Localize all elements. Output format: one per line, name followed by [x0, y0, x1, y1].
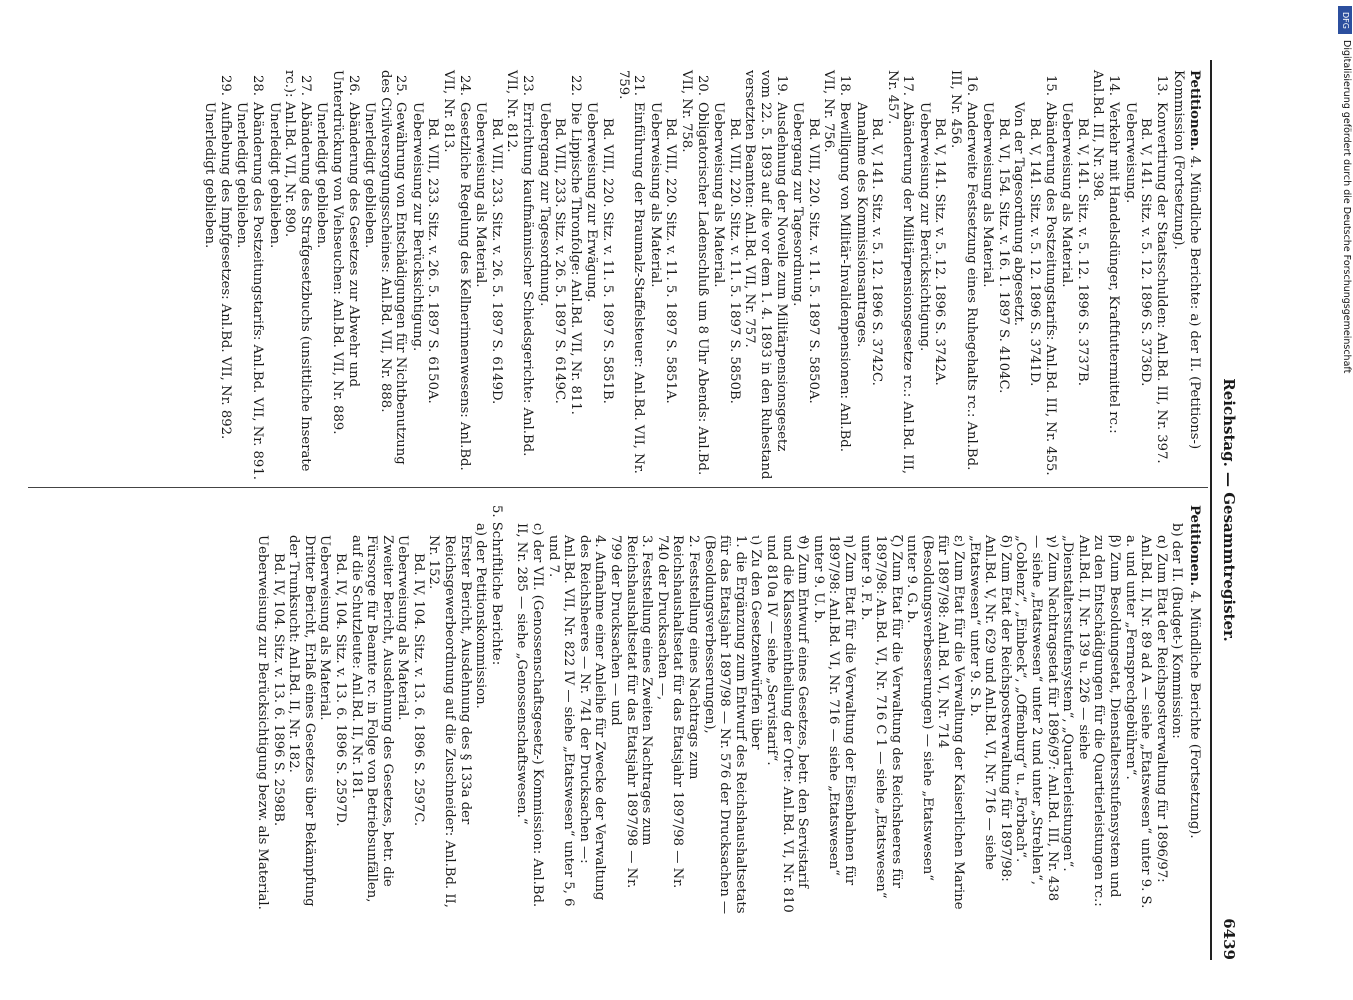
- index-line: 5. Schriftliche Berichte:: [488, 505, 504, 666]
- digitization-note: Digitalisierung gefördert durch die Deutsche Forschungsgemeinschaft: [1341, 40, 1352, 374]
- entry-title: Verkehr mit Handelsdünger, Kraftfuttermittel rc.: Anl.Bd. III, Nr. 398.: [1090, 70, 1122, 434]
- index-entry: [473, 70, 535, 480]
- index-line: γ) Zum Nachtragsetat für 1896/97: Anl.Bd. III, Nr. 438 — siehe „Etatswesen“ unter 2 und unter „Strehlen“, „Coblenz“, „Einbeck“, „Offenburg“ u. „Forbach“.: [1013, 535, 1060, 902]
- index-entry: [980, 70, 1058, 480]
- index-line: α) Zum Etat der Reichspostverwaltung für 1896/97: Anl.Bd. II, Nr. 89 ad A — siehe „Etatswesen“ unter 9. S. a. und unter „Fernsprechgebühren“.: [1122, 535, 1169, 909]
- index-line: 2. Feststellung eines Nachtrags zum Reichshaushaltsetat für das Etatsjahr 1897/98 — Nr. 740 der Drucksachen —,: [654, 535, 701, 889]
- index-entry: [1059, 70, 1121, 480]
- index-entry: [647, 70, 709, 480]
- entry-reference: Bd. VI, 154. Sitz. v. 16. 1. 1897 S. 4104C.: [995, 118, 1011, 394]
- right-column-heading: [1186, 505, 1202, 915]
- entry-note: Unerledigt geblieben.: [314, 102, 330, 249]
- index-line: β) Zum Besoldungsetat, Dienstaltersstufensystem und zu den Entschädigungen für die Quartierleistungen rc.: Anl.Bd. II, Nr. 139 u. 226 — siehe „Dienstaltersstufensystem“, „Quartierleistungen“.: [1060, 535, 1123, 907]
- index-entry: [1122, 70, 1169, 480]
- entry-head: [504, 70, 535, 480]
- entry-number: 26.: [345, 75, 361, 96]
- entry-note: Ueberweisung als Material.: [711, 102, 727, 288]
- entry-number: 25.: [393, 75, 409, 96]
- running-head: [1212, 60, 1238, 960]
- entry-reference: Bd. VIII, 220. Sitz. v. 11. 5. 1897 S. 5850A.: [805, 118, 821, 404]
- index-line: ε) Zum Etat für die Verwaltung der Kaiserlichen Marine für 1897/98: Anl.Bd. VI, Nr. 714 (Besoldungsverbesserungen) — siehe „Etatswesen“ unter 9. G. b.: [904, 535, 967, 910]
- entry-number: 15.: [1042, 75, 1058, 96]
- entry-reference: Bd. VIII, 220. Sitz. v. 11. 5. 1897 S. 5851A.: [663, 118, 679, 404]
- index-line: Dritter Bericht, Erlaß eines Gesetzes über Bekämpfung der Trunksucht: Anl.Bd. II, Nr. 182.: [286, 535, 317, 907]
- right-heading-rest: 4. Mündliche Berichte (Fortsetzung).: [1187, 590, 1202, 839]
- right-heading-label: Petitionen.: [1187, 505, 1202, 587]
- right-block-list: [254, 505, 1184, 915]
- index-entry: [536, 70, 583, 480]
- entry-number: 27.: [297, 75, 313, 96]
- index-line: Anl.Bd. VII, Nr. 822 IV — siehe „Etatswesen“ unter 5, 6 und 7.: [545, 535, 577, 907]
- entry-number: 20.: [694, 75, 710, 96]
- left-entry-list: [202, 70, 1169, 480]
- entry-note: Ueberweisung als Material.: [1059, 102, 1075, 288]
- index-line: Zweiter Bericht, Ausdehnung des Gesetzes, betr. die Fürsorge für Beamte rc. in Folge von Betriebsunfällen, auf die Schutzleute: Anl.Bd. II, Nr. 181.: [348, 535, 395, 903]
- left-column: [201, 70, 1202, 480]
- entry-note: Ueberweisung.: [1122, 102, 1138, 204]
- right-column: [254, 505, 1202, 915]
- index-line: 1. die Ergänzung zum Entwurf des Reichshaushaltsetats für das Etatsjahr 1897/98 — Nr. 576 der Drucksachen — (Besoldungsverbesserungen),: [701, 535, 748, 915]
- index-line: ι) Zu den Gesetzentwürfen über: [748, 535, 764, 750]
- entry-number: 22.: [567, 75, 583, 96]
- entry-reference: Bd. V, 141. Sitz. v. 5. 12. 1896 S. 3741D.: [1027, 118, 1043, 387]
- entry-head: [249, 70, 265, 480]
- entry-note: Unerledigt geblieben.: [266, 102, 282, 249]
- entry-number: 16.: [963, 75, 979, 96]
- header-rule: [1210, 60, 1212, 960]
- entry-title: Gewährung von Entschädigungen für Nichtbenutzung des Civilversorgungsscheines: Anl.Bd. VII, Nr. 888.: [377, 70, 409, 465]
- entry-title: Einführung der Braumalz-Staffelsteuer: Anl.Bd. VII, Nr. 759.: [615, 70, 647, 474]
- entry-note: Uebergang zur Tagesordnung.: [536, 102, 552, 307]
- entry-head: [441, 70, 472, 480]
- entry-reference: Bd. V, 141. Sitz. v. 5. 12. 1896 S. 3737B.: [1074, 118, 1090, 386]
- entry-reference: Bd. VIII, 233. Sitz. v. 26. 5. 1897 S. 6150A.: [425, 118, 441, 404]
- entry-title: Abänderung des Postzeitungstarifs: Anl.Bd. III, Nr. 455.: [1042, 102, 1058, 476]
- entry-head: [615, 70, 646, 480]
- index-entry: [266, 70, 313, 480]
- entry-title: Konvertirung der Staatsschulden: Anl.Bd. III, Nr. 397.: [1153, 102, 1169, 464]
- entry-head: [678, 70, 709, 480]
- index-line: Ueberweisung als Material.: [395, 535, 411, 721]
- entry-title: Bewilligung von Militär-Invalidenpensionen: Anl.Bd. VII, Nr. 756.: [821, 70, 852, 452]
- page-number: 6439: [1220, 918, 1238, 960]
- entry-reference: Bd. V, 141. Sitz. v. 5. 12. 1896 S. 3736D.: [1138, 118, 1154, 387]
- page-title: Reichstag. — Gesammtregister.: [1220, 378, 1238, 642]
- entry-note: Annahme des Kommissionsantrages.: [853, 102, 869, 348]
- left-heading-label: Petitionen.: [1187, 70, 1202, 152]
- index-line: 4. Aufnahme einer Anleihe für Zwecke der Verwaltung des Reichsheeres — Nr. 741 der Drucksachen —:: [576, 535, 608, 901]
- entry-reference: Bd. VIII, 220. Sitz. v. 11. 5. 1897 S. 5850B.: [726, 118, 742, 404]
- entry-title: Obligatorischer Ladenschluß um 8 Uhr Abends: Anl.Bd. VII, Nr. 758.: [679, 70, 710, 476]
- index-entry: [711, 70, 789, 480]
- entry-number: 24.: [456, 75, 472, 96]
- entry-title: Anderweite Festsetzung eines Ruhegehalts rc.: Anl.Bd. III, Nr. 456.: [948, 70, 979, 471]
- entry-reference: Bd. V, 141. Sitz. v. 5. 12. 1896 S. 3742A.: [932, 118, 948, 386]
- index-line: ζ) Zum Etat für die Verwaltung des Reichsheeres für 1897/98: An.Bd. VI, Nr. 716 C 1 — siehe „Etatswesen“ unter 9. F. b.: [857, 535, 904, 899]
- entry-head: [1042, 70, 1058, 480]
- index-line: ϑ) Zum Entwurf eines Gesetzes, betr. den Servistarif und die Klasseneintheilung der Orte: Anl.Bd. VI, Nr. 810 und 810a IV — siehe „Servistarif“.: [763, 535, 811, 913]
- entry-number: 28.: [249, 75, 265, 96]
- entry-note: Von der Tagesordnung abgesetzt.: [1011, 102, 1027, 326]
- entry-reference: Bd. VIII, 233. Sitz. v. 26. 5. 1897 S. 6149C.: [552, 118, 568, 404]
- entry-head: [948, 70, 979, 480]
- entry-number: 23.: [520, 75, 536, 96]
- index-line: δ) Zum Etat der Reichspostverwaltung für 1897/98: Anl.Bd. V, Nr. 629 und Anl.Bd. VI, Nr. 716 — siehe „Etatswesen“ unter 9. S. b.: [966, 535, 1013, 882]
- index-entry: [362, 70, 409, 480]
- entry-note: Ueberweisung zur Berücksichtigung.: [916, 102, 932, 352]
- spacer: [504, 505, 514, 915]
- entry-note: Ueberweisung als Material.: [980, 102, 996, 288]
- entry-head: [282, 70, 313, 480]
- entry-number: 14.: [1106, 75, 1122, 96]
- entry-head: [329, 70, 360, 480]
- index-line: c) der VII. (Genossenschaftsgesetz-) Kommission: Anl.Bd. II, Nr. 285 — siehe „Genossenschaftswesen.“: [514, 523, 546, 908]
- entry-title: Abänderung des Postzeitungstarifs: Anl.Bd. VII, Nr. 891.: [249, 102, 265, 480]
- entry-number: 18.: [836, 75, 852, 96]
- entry-title: Aufhebung des Impfgesetzes: Anl.Bd. VII, Nr. 892.: [217, 102, 233, 440]
- entry-note: Ueberweisung zur Erwägung.: [584, 102, 600, 303]
- entry-head: [821, 70, 852, 480]
- entry-head: [217, 70, 233, 480]
- index-entry: [234, 70, 265, 480]
- entry-note: Ueberweisung als Material.: [647, 102, 663, 288]
- index-entry: [202, 70, 233, 480]
- entry-head: [377, 70, 408, 480]
- entry-note: Unerledigt geblieben.: [202, 102, 218, 249]
- entry-title: Abänderung des Gesetzes zur Abwehr und Unterdrückung von Viehseuchen: Anl.Bd. VII, Nr. 889.: [329, 70, 361, 435]
- index-line: b) der II. (Budget-) Kommission:: [1169, 523, 1185, 739]
- entry-title: Abänderung des Strafgesetzbuchs (unsittliche Inserate rc.): Anl.Bd. VII, Nr. 890.: [282, 70, 313, 472]
- entry-reference: Bd. IV, 104. Sitz. v. 13. 6. 1896 S. 2597C.: [410, 553, 426, 827]
- entry-title: Abänderung der Militärpensionsgesetze rc.: Anl.Bd. III, Nr. 457.: [884, 70, 916, 475]
- entry-title: Gesetzliche Regelung des Kellnerinnenwesens: Anl.Bd. VII, Nr. 813.: [441, 70, 472, 471]
- index-entry: [853, 70, 915, 480]
- dfg-logo: DFG: [1338, 6, 1352, 34]
- column-divider: [28, 487, 1208, 488]
- index-entry: [584, 70, 646, 480]
- entry-head: [567, 70, 583, 480]
- entry-head: [884, 70, 915, 480]
- index-line: η) Zum Etat für die Verwaltung der Eisenbahnen für 1897/98: Anl.Bd. VI, Nr. 716 — siehe „Etatswesen“ unter 9. U. b.: [810, 535, 857, 886]
- entry-number: 21.: [631, 75, 647, 96]
- entry-title: Die Lippische Thronfolge: Anl.Bd. VII, Nr. 811.: [567, 102, 583, 415]
- index-line: Ueberweisung als Material.: [317, 535, 333, 721]
- index-line: 3. Feststellung eines Zweiten Nachtrages zum Reichshaushaltsetat für das Etatsjahr 1897/98 — Nr. 799 der Drucksachen — und: [608, 535, 655, 889]
- entry-title: Ausdehnung der Novelle zum Militärpensionsgesetz vom 22. 5. 1893 auf die vor dem 1. 4. 1893 in den Ruhestand versetzten Beamten: Anl.Bd. VII, Nr. 757.: [742, 70, 789, 480]
- entry-head: [742, 70, 789, 480]
- index-entry: [916, 70, 978, 480]
- entry-note: Unerledigt geblieben.: [362, 102, 378, 249]
- entry-note: Unerledigt geblieben.: [234, 102, 250, 249]
- left-column-heading: [1171, 70, 1202, 480]
- entry-number: 13.: [1153, 75, 1169, 96]
- entry-note: Uebergang zur Tagesordnung.: [790, 102, 806, 307]
- left-heading-rest: 4. Mündliche Berichte: a) der II. (Petitions-) Kommission (Fortsetzung).: [1171, 70, 1202, 450]
- entry-number: 19.: [773, 75, 789, 96]
- entry-title: Errichtung kaufmännischer Schiedsgerichte: Anl.Bd. VII, Nr. 812.: [504, 70, 536, 457]
- entry-number: 17.: [900, 75, 916, 96]
- entry-reference: Bd. V, 141. Sitz. v. 5. 12. 1896 S. 3742C.: [869, 118, 885, 386]
- entry-note: Ueberweisung als Material.: [473, 102, 489, 288]
- index-entry: [790, 70, 852, 480]
- index-line: Erster Bericht, Ausdehnung des § 133a der Reichsgewerbeordnung auf die Zuschneider: Anl.Bd. II, Nr. 152.: [426, 535, 473, 908]
- entry-head: [1090, 70, 1121, 480]
- entry-reference: Bd. IV, 104. Sitz. v. 13. 6. 1896 S. 2597D.: [332, 553, 348, 827]
- entry-reference: Bd. IV, 104. Sitz. v. 13. 6. 1896 S. 2598B.: [270, 553, 286, 827]
- index-entry: [314, 70, 361, 480]
- entry-number: 29.: [217, 75, 233, 96]
- entry-reference: Bd. VIII, 233. Sitz. v. 26. 5. 1897 S. 6149D.: [488, 118, 504, 405]
- index-line: Ueberweisung zur Berücksichtigung bezw. als Material.: [254, 535, 270, 910]
- entry-reference: Bd. VIII, 220. Sitz. v. 11. 5. 1897 S. 5851B.: [600, 118, 616, 404]
- index-line: a) der Petitionskommission.: [473, 523, 489, 709]
- entry-head: [1153, 70, 1169, 480]
- entry-note: Ueberweisung zur Berücksichtigung.: [409, 102, 425, 352]
- index-entry: [409, 70, 471, 480]
